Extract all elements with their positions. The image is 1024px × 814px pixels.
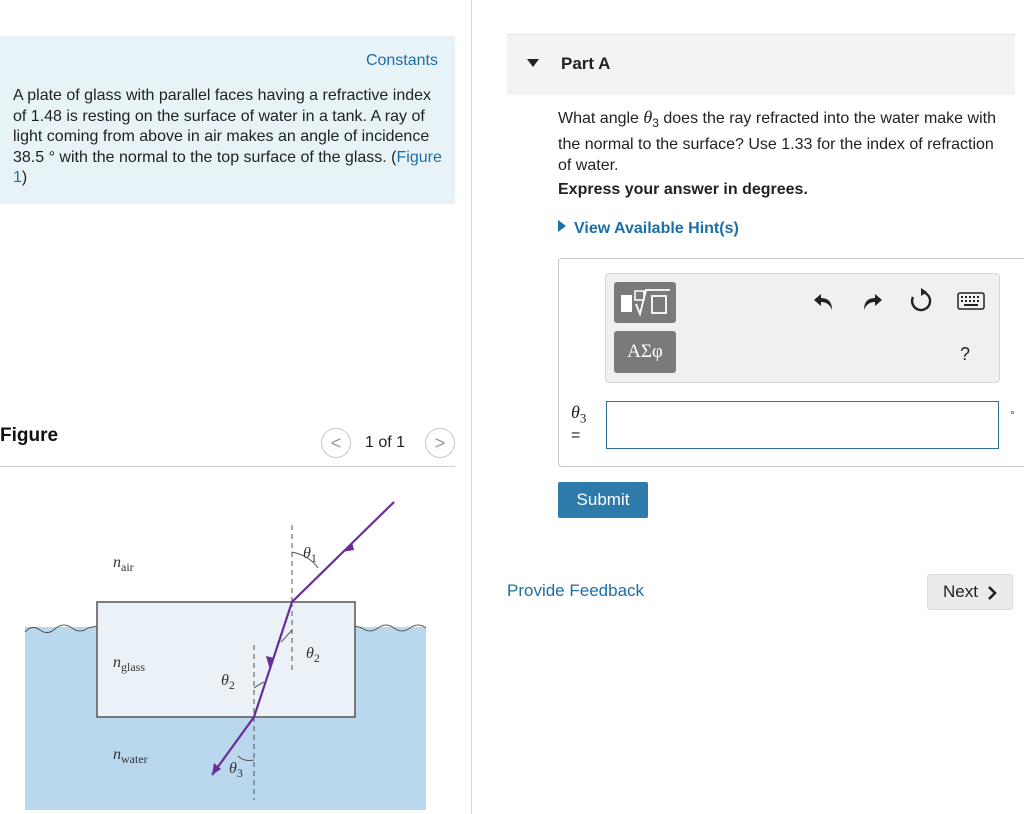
theta2-bottom-label: θ: [221, 672, 229, 689]
templates-button[interactable]: [614, 282, 676, 323]
refraction-figure: [0, 470, 455, 810]
collapse-caret-icon[interactable]: [527, 59, 539, 67]
next-button[interactable]: Next: [927, 574, 1013, 610]
figure-link[interactable]: Figure 1: [13, 148, 442, 186]
keyboard-icon[interactable]: [957, 292, 985, 310]
svg-text:θ3: $\theta_3$: [229, 760, 243, 780]
theta1-label: θ: [303, 545, 311, 562]
column-divider: [471, 0, 472, 814]
greek-symbols-button[interactable]: ΑΣφ: [614, 331, 676, 373]
templates-icon: [614, 282, 676, 323]
math-toolbar: [605, 273, 1000, 383]
redo-icon[interactable]: [860, 289, 884, 313]
part-a-header[interactable]: [507, 34, 1015, 95]
svg-text:θ2: $\theta_2$: [221, 672, 235, 692]
help-button[interactable]: ?: [960, 344, 971, 364]
svg-text:θ1: $\theta_1$: [303, 545, 317, 565]
next-figure-button[interactable]: >: [425, 428, 455, 458]
answer-input[interactable]: [606, 401, 999, 449]
svg-text:nair: $n_{air}$: [113, 554, 134, 574]
equals-sign: =: [571, 427, 581, 444]
chevron-right-icon: [987, 586, 997, 600]
problem-statement: A plate of glass with parallel faces having a refractive index of 1.48 is resting on the surface of water in a tank. A ray of light coming from above in air makes an angle of incidence 38.5 ° with the normal to the top surface of the glass. (Figure 1): [13, 87, 442, 186]
n-air-label: n: [113, 554, 121, 571]
n-water-label: n: [113, 746, 121, 763]
figure-heading: Figure: [0, 425, 59, 446]
degree-unit-label: °: [1010, 408, 1015, 422]
view-hints-link[interactable]: View Available Hint(s): [558, 220, 739, 238]
answer-instruction: Express your answer in degrees.: [558, 181, 808, 198]
figure-pager: [321, 428, 455, 458]
constants-link[interactable]: Constants: [365, 52, 438, 69]
theta3-label: θ: [229, 760, 237, 777]
provide-feedback-link[interactable]: Provide Feedback: [507, 581, 645, 600]
problem-intro-panel: [0, 36, 455, 204]
figure-count: 1 of 1: [365, 434, 406, 451]
svg-text:nglass: $n_{glass}$: [113, 654, 145, 674]
submit-button[interactable]: Submit: [558, 482, 648, 518]
figure-divider: [0, 466, 455, 467]
ray-arrow-air: [342, 542, 354, 552]
reset-icon[interactable]: [908, 288, 934, 314]
svg-text:θ2: $\theta_2$: [306, 645, 320, 665]
part-title: Part A: [561, 54, 611, 73]
question-text: What angle $\theta_3$ does the ray refracted into the water make with the normal to the surface? Use 1.33 for the index of refraction of water.: [558, 107, 996, 175]
expand-triangle-icon: [558, 220, 566, 232]
undo-icon[interactable]: [812, 289, 836, 313]
answer-variable-label: $\theta_3$: [571, 402, 587, 426]
theta2-top-label: θ: [306, 645, 314, 662]
previous-figure-button[interactable]: <: [321, 428, 351, 458]
n-glass-label: n: [113, 654, 121, 671]
svg-text:nwater: $n_{water}$: [113, 746, 148, 766]
